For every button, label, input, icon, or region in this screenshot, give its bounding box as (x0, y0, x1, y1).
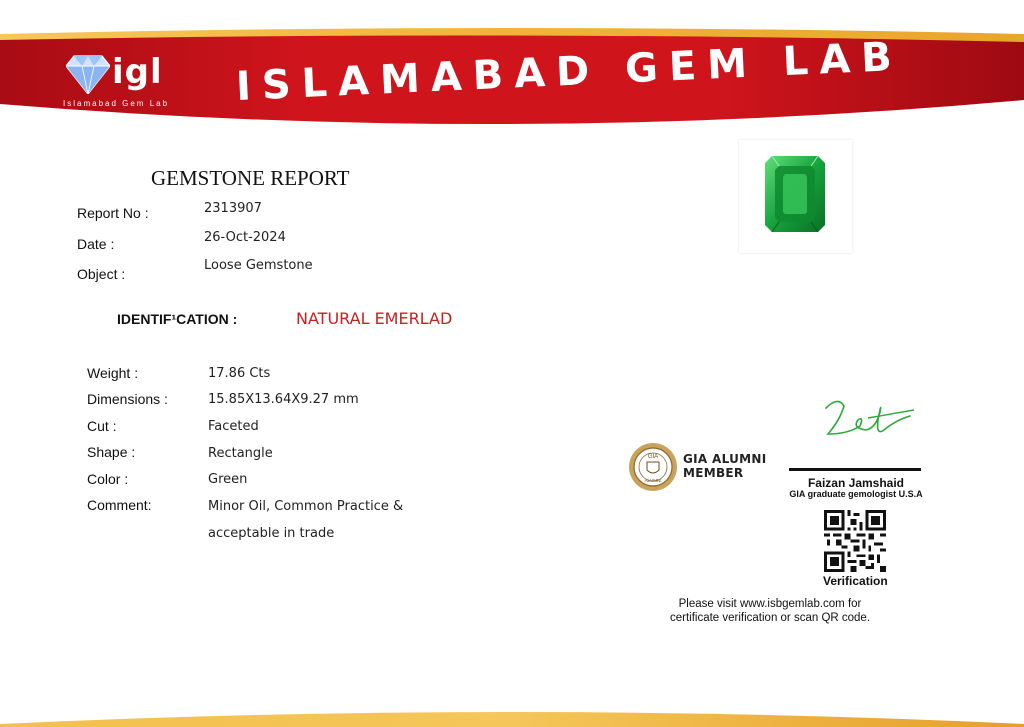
cut-label: Cut : (87, 418, 117, 434)
color-value: Green (208, 472, 248, 487)
weight-value: 17.86 Cts (208, 366, 271, 381)
signatory-title: GIA graduate gemologist U.S.A (789, 489, 923, 499)
dimensions-value: 15.85X13.64X9.27 mm (208, 392, 359, 407)
identification-label: IDENTIF¹CATION : (117, 311, 238, 327)
shape-label: Shape : (87, 444, 136, 460)
lab-name: ISLAMABAD GEM LAB (234, 33, 904, 110)
dimensions-label: Dimensions : (87, 391, 168, 407)
comment-value: Minor Oil, Common Practice & (208, 499, 404, 514)
color-label: Color : (87, 471, 129, 487)
gia-seal-text: GIA (647, 454, 659, 460)
gia-line1: GIA ALUMNI (683, 452, 767, 466)
gia-seal-icon (628, 442, 678, 492)
qr-code[interactable] (823, 510, 887, 572)
emerald-image (739, 140, 852, 253)
verification-instructions (620, 597, 920, 625)
object-value: Loose Gemstone (204, 258, 313, 273)
object-label: Object : (77, 266, 126, 282)
visit-line1: Please visit www.isbgemlab.com for (678, 598, 862, 610)
gia-line2: MEMBER (683, 466, 744, 480)
date-value: 26-Oct-2024 (204, 230, 286, 245)
gia-member-text (683, 452, 766, 480)
gemstone-photo (739, 140, 852, 253)
report-no-label: Report No : (77, 205, 149, 221)
report-no-value: 2313907 (204, 201, 262, 216)
weight-label: Weight : (87, 365, 139, 381)
report-title: GEMSTONE REPORT (151, 166, 350, 190)
date-label: Date : (77, 236, 115, 252)
signature-image (818, 390, 918, 450)
footer-ribbon (0, 690, 1024, 727)
comment-value-line2: acceptable in trade (208, 526, 335, 541)
logo-subtitle: Islamabad Gem Lab (63, 99, 170, 108)
identification-value: NATURAL EMERLAD (296, 309, 453, 328)
verification-label: Verification (823, 574, 888, 588)
logo-text: igl (112, 52, 163, 92)
signature-line (789, 468, 921, 471)
gia-seal-subtext: ALUMNI (644, 478, 662, 483)
cut-value: Faceted (208, 419, 259, 434)
visit-line2: certificate verification or scan QR code. (669, 612, 871, 624)
shape-value: Rectangle (208, 446, 273, 461)
diamond-logo-icon (66, 52, 110, 94)
signatory-name: Faizan Jamshaid (807, 476, 905, 490)
comment-label: Comment: (87, 497, 152, 513)
